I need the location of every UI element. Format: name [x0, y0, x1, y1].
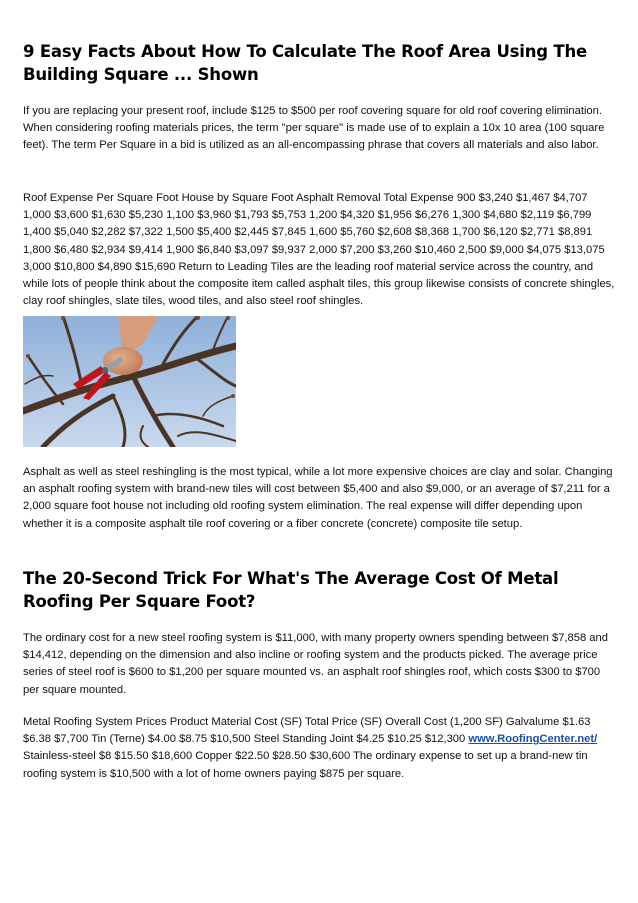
paragraph-metal-prices [23, 714, 615, 783]
metal-prices-text-continued: Stainless-steel $8 $15.50 $18,600 Copper $22.50 $28.50 $30,600 The ordinary expense to set up a brand-new tin roofing system is $10,500 with a lot of home owners paying $875 per square. [23, 750, 588, 780]
roofingcenter-link[interactable]: www.RoofingCenter.net/ [468, 733, 598, 746]
pruning-branches-photo [23, 316, 236, 447]
paragraph-steel-roofing-cost: The ordinary cost for a new steel roofing system is $11,000, with many property owners spending between $7,858 and $14,412, depending on the dimension and also incline or roofing system and the products picked. The average price series of steel roof is $600 to $1,200 per square mounted vs. an asphalt roof shingles roof, which costs $300 to $700 per square mounted. [23, 632, 608, 696]
paragraph-reshingling: Asphalt as well as steel reshingling is the most typical, while a lot more expensive choices are clay and solar. Changing an asphalt roofing system with brand-new tiles will cost between $5,400 and also $9,000, or an average of $7,211 for a 2,000 square foot house not including old roofing system elimination. The real expense will differ depending upon whether it is a composite asphalt tile roof covering or a fiber concrete (concrete) composite tile setup. [23, 466, 613, 530]
page-title: 9 Easy Facts About How To Calculate The Roof Area Using The Building Square ... Shown [23, 42, 588, 84]
paragraph-roof-removal: If you are replacing your present roof, include $125 to $500 per roof covering square for old roof covering elimination. When considering roofing materials prices, the term "per square" is made use of to explain a 10x 10 area (100 square feet). The term Per Square in a bid is utilized as an all-encompassing phrase that covers all materials and also labor. [23, 105, 605, 152]
section-heading-metal-roofing: The 20-Second Trick For What's The Average Cost Of Metal Roofing Per Square Foot? [23, 569, 559, 611]
metal-prices-text: Metal Roofing System Prices Product Material Cost (SF) Total Price (SF) Overall Cost (1,200 SF) Galvalume $1.63 $6.38 $7,700 Tin (Terne) $4.00 $8.75 $10,500 Steel Standing Joint $4.25 $10.25 $12,300 [23, 716, 591, 746]
paragraph-cost-table: Roof Expense Per Square Foot House by Square Foot Asphalt Removal Total Expense 900 $3,240 $1,467 $4,707 1,000 $3,600 $1,630 $5,230 1,100 $3,960 $1,793 $5,753 1,200 $4,320 $1,956 $6,276 1,300 $4,680 $2,119 $6,799 1,400 $5,040 $2,282 $7,322 1,500 $5,400 $2,445 $7,845 1,600 $5,760 $2,608 $8,368 1,700 $6,120 $2,771 $8,891 1,800 $6,480 $2,934 $9,414 1,900 $6,840 $3,097 $9,937 2,000 $7,200 $3,260 $10,460 2,500 $9,000 $4,075 $13,075 3,000 $10,800 $4,890 $15,690 Return to Leading Tiles are the leading roof material service across the country, and while lots of people think about the composite item called asphalt tiles, this group likewise consists of concrete shingles, clay roof shingles, slate tiles, wood tiles, and also steel roof shingles. [23, 192, 615, 308]
